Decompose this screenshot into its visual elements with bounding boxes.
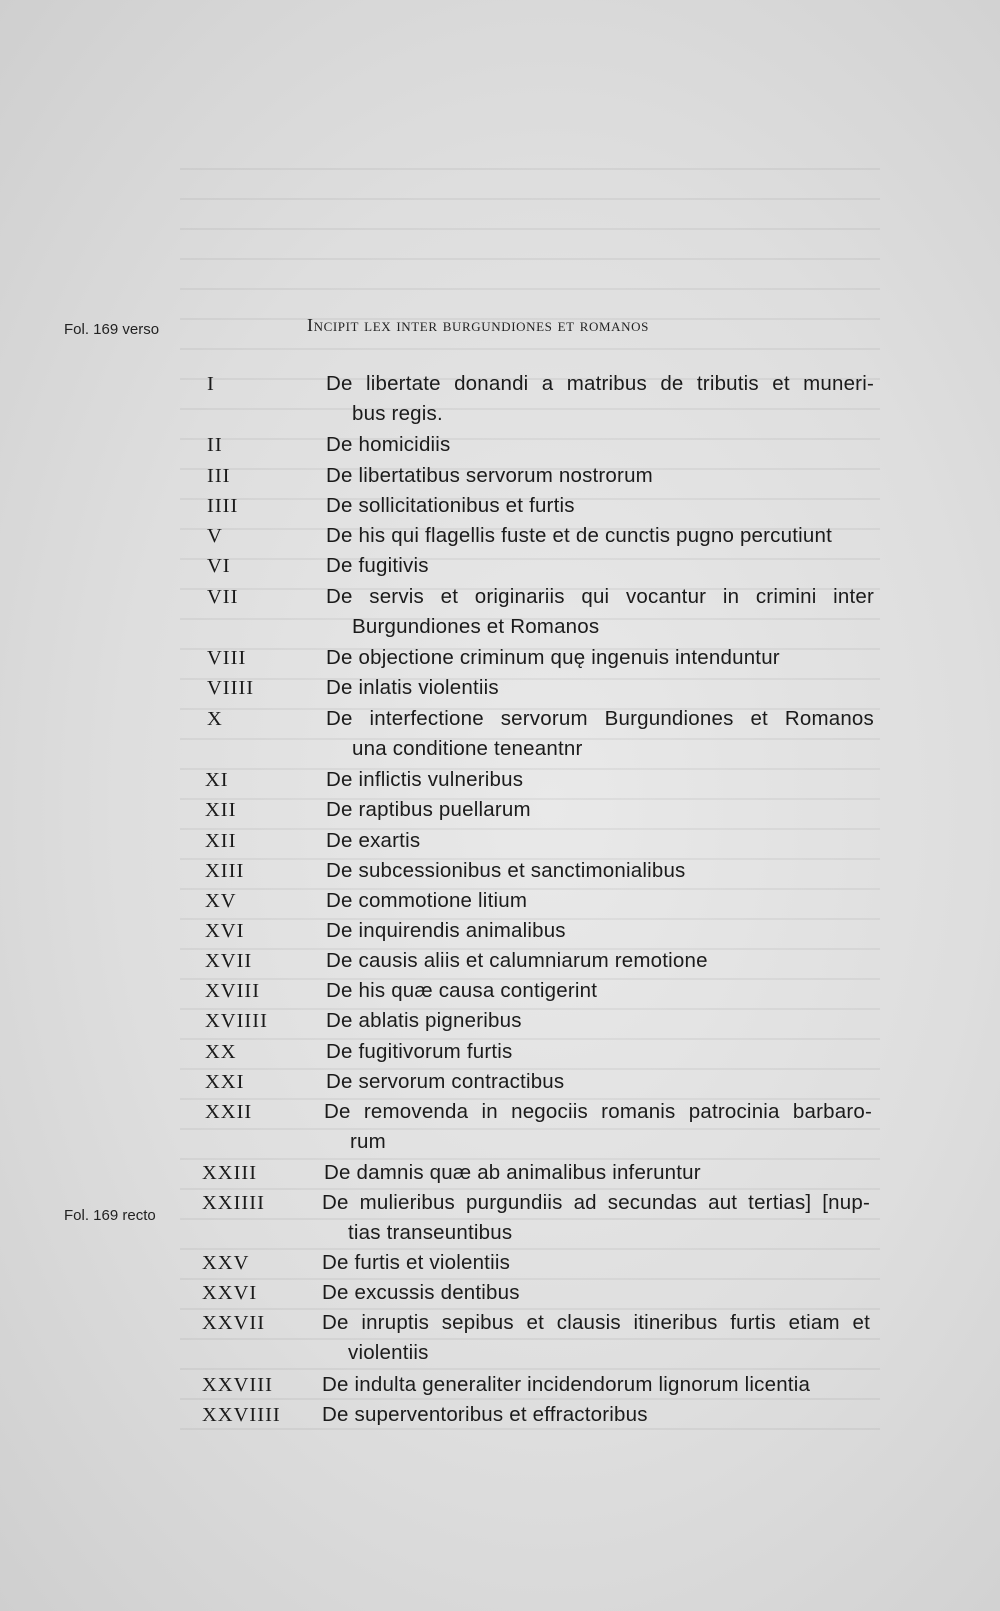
entry-title-line: De libertate donandi a matribus de tributis et muneri-: [326, 372, 874, 395]
entry-title-line: De excussis dentibus: [322, 1281, 520, 1304]
entry-title: [322, 1278, 870, 1308]
section-heading: Incipit lex inter burgundiones et romanos: [307, 315, 649, 335]
entry-title: [326, 976, 874, 1006]
entry-numeral: XXV: [202, 1252, 250, 1274]
entry-title: [326, 704, 874, 764]
entry-numeral: XXIII: [202, 1162, 258, 1184]
entry-title: [326, 582, 874, 642]
entry-title-line: De furtis et violentiis: [322, 1251, 511, 1274]
entry-numeral: XII: [205, 830, 237, 852]
entry-title: [326, 551, 874, 581]
entry-title: [326, 461, 874, 491]
entry-title-line: De raptibus puellarum: [326, 798, 531, 821]
entry-title-continuation: una conditione teneantnr: [352, 737, 583, 760]
entry-title-line: De superventoribus et effractoribus: [322, 1403, 648, 1426]
entry-title: [326, 521, 874, 551]
entry-numeral: III: [207, 465, 231, 487]
entry-numeral: XIII: [205, 860, 245, 882]
entry-numeral: II: [207, 434, 223, 456]
entry-numeral: XXIIII: [202, 1192, 265, 1214]
entry-title: [322, 1370, 870, 1400]
entry-numeral: XXI: [205, 1071, 245, 1093]
entry-title-line: De sollicitationibus et furtis: [326, 494, 575, 517]
entry-title-line: De fugitivis: [326, 554, 429, 577]
entry-numeral: V: [207, 525, 223, 547]
entry-numeral: XXVII: [202, 1312, 266, 1334]
entry-title: [324, 1097, 872, 1157]
entry-title: [326, 916, 874, 946]
entry-title: [326, 491, 874, 521]
entry-title: [326, 369, 874, 429]
entry-title-continuation: tias transeuntibus: [348, 1221, 513, 1244]
entry-numeral: XXII: [205, 1101, 253, 1123]
entry-title: [322, 1188, 870, 1248]
entry-title: [322, 1308, 870, 1368]
entry-title: [326, 886, 874, 916]
entry-title-continuation: bus regis.: [352, 402, 443, 425]
entry-title-line: De objectione criminum quę ingenuis intenduntur: [326, 646, 780, 669]
entry-title-line: De indulta generaliter incidendorum lignorum licentia: [322, 1373, 811, 1396]
entry-title-line: De libertatibus servorum nostrorum: [326, 464, 653, 487]
entry-numeral: VIII: [207, 647, 247, 669]
entry-title: [326, 1006, 874, 1036]
entry-title: [326, 795, 874, 825]
entry-numeral: VII: [207, 586, 239, 608]
entry-title-continuation: Burgundiones et Romanos: [352, 615, 600, 638]
entry-numeral: I: [207, 373, 215, 395]
entry-title-line: De mulieribus purgundiis ad secundas aut tertias] [nup-: [322, 1191, 870, 1214]
entry-title: [326, 430, 874, 460]
entry-numeral: IIII: [207, 495, 239, 517]
entry-title: [326, 826, 874, 856]
entry-title-continuation: violentiis: [348, 1341, 429, 1364]
entry-title-line: De servis et originariis qui vocantur in crimini inter: [326, 585, 874, 608]
entry-numeral: XV: [205, 890, 237, 912]
entry-title: [322, 1248, 870, 1278]
entry-title: [326, 765, 874, 795]
entry-title-line: De servorum contractibus: [326, 1070, 565, 1093]
entry-numeral: VI: [207, 555, 231, 577]
entry-numeral: XI: [205, 769, 229, 791]
entry-numeral: X: [207, 708, 223, 730]
entry-title-line: De ablatis pigneribus: [326, 1009, 522, 1032]
entry-numeral: XXVIIII: [202, 1404, 281, 1426]
entry-title-line: De inflictis vulneribus: [326, 768, 524, 791]
entry-title: [324, 1158, 872, 1188]
entry-title: [326, 673, 874, 703]
folio-note-recto: Fol. 169 recto: [64, 1207, 156, 1224]
entry-title-line: De his quæ causa contigerint: [326, 979, 598, 1002]
entry-title-line: De inruptis sepibus et clausis itineribus furtis etiam et: [322, 1311, 870, 1334]
entry-title-line: De inlatis violentiis: [326, 676, 499, 699]
entry-title: [326, 1037, 874, 1067]
entry-title: [322, 1400, 870, 1430]
entry-title-line: De inquirendis animalibus: [326, 919, 566, 942]
entry-title-line: De causis aliis et calumniarum remotione: [326, 949, 708, 972]
entry-title-line: De commotione litium: [326, 889, 528, 912]
entry-numeral: XVI: [205, 920, 245, 942]
entry-title-line: De his qui flagellis fuste et de cunctis pugno percutiunt: [326, 524, 832, 547]
entry-numeral: XII: [205, 799, 237, 821]
entry-title-line: De homicidiis: [326, 433, 451, 456]
entry-title-line: De damnis quæ ab animalibus inferuntur: [324, 1161, 701, 1184]
entry-title-line: De subcessionibus et sanctimonialibus: [326, 859, 686, 882]
entry-numeral: XVIIII: [205, 1010, 268, 1032]
entry-title: [326, 856, 874, 886]
entry-title-line: De exartis: [326, 829, 421, 852]
entry-title-continuation: rum: [350, 1130, 386, 1153]
folio-note-verso: Fol. 169 verso: [64, 321, 160, 338]
entry-numeral: XVII: [205, 950, 253, 972]
entry-title-line: De interfectione servorum Burgundiones et Romanos: [326, 707, 874, 730]
entry-numeral: XVIII: [205, 980, 261, 1002]
entry-numeral: XXVIII: [202, 1374, 273, 1396]
entry-numeral: XXVI: [202, 1282, 258, 1304]
entry-title: [326, 946, 874, 976]
entry-title: [326, 1067, 874, 1097]
entry-title: [326, 643, 874, 673]
entry-title-line: De removenda in negociis romanis patrocinia barbaro-: [324, 1100, 872, 1123]
entry-title-line: De fugitivorum furtis: [326, 1040, 513, 1063]
entry-numeral: VIIII: [207, 677, 255, 699]
entry-numeral: XX: [205, 1041, 237, 1063]
